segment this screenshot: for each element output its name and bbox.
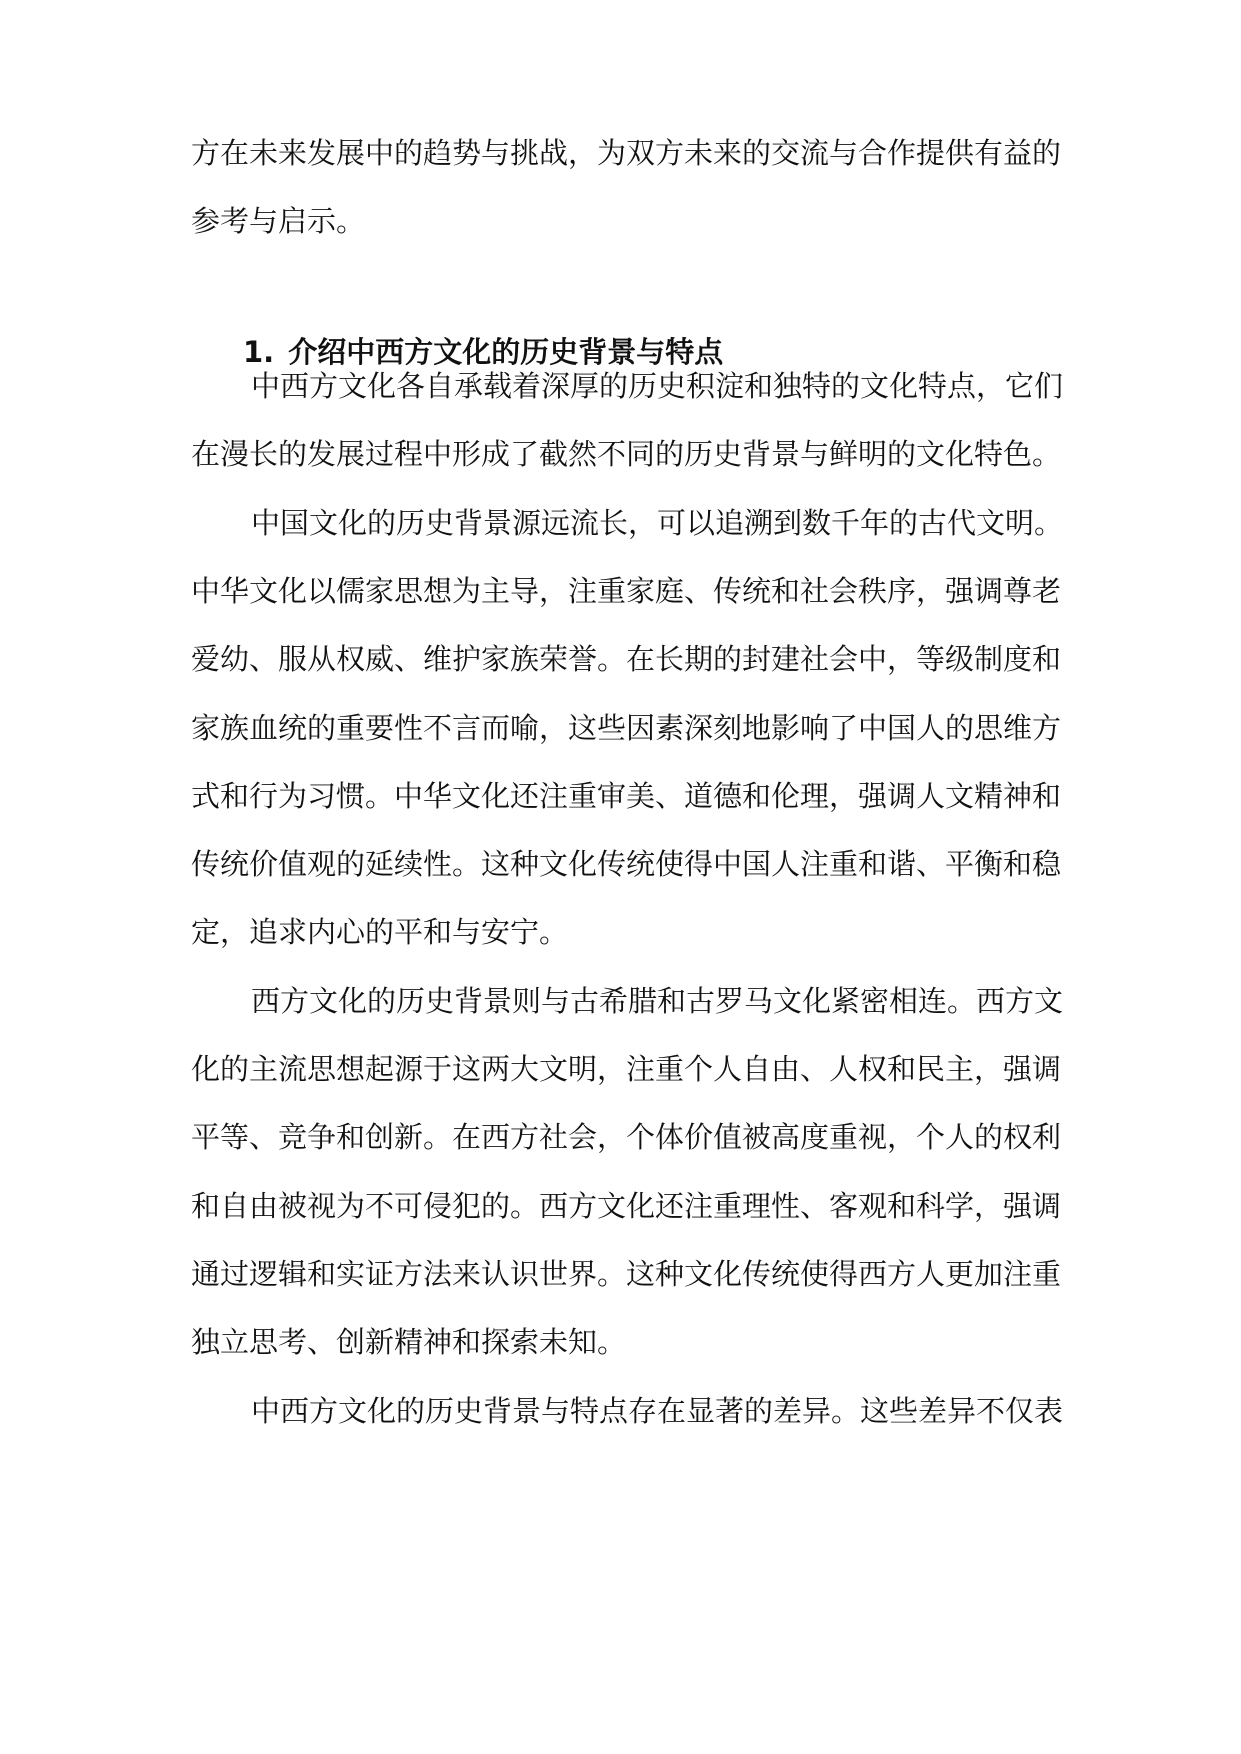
section-number: 1. [243, 335, 275, 369]
intro-line-2: 参考与启示。 [191, 204, 366, 238]
paragraph-1-line-2: 在漫长的发展过程中形成了截然不同的历史背景与鲜明的文化特色。 [191, 437, 1062, 471]
paragraph-1-line-1: 中西方文化各自承载着深厚的历史积淀和独特的文化特点，它们 [251, 369, 1064, 403]
paragraph-2-line-6: 传统价值观的延续性。这种文化传统使得中国人注重和谐、平衡和稳 [191, 847, 1062, 881]
paragraph-4-line-1: 中西方文化的历史背景与特点存在显著的差异。这些差异不仅表 [251, 1394, 1064, 1428]
paragraph-2-line-7: 定，追求内心的平和与安宁。 [191, 915, 569, 949]
paragraph-3-line-1: 西方文化的历史背景则与古希腊和古罗马文化紧密相连。西方文 [251, 984, 1064, 1018]
paragraph-3-line-4: 和自由被视为不可侵犯的。西方文化还注重理性、客观和科学，强调 [191, 1189, 1062, 1223]
paragraph-3-line-5: 通过逻辑和实证方法来认识世界。这种文化传统使得西方人更加注重 [191, 1257, 1062, 1291]
paragraph-2-line-1: 中国文化的历史背景源远流长，可以追溯到数千年的古代文明。 [251, 506, 1064, 540]
section-title: 介绍中西方文化的历史背景与特点 [288, 335, 724, 369]
paragraph-2-line-3: 爱幼、服从权威、维护家族荣誉。在长期的封建社会中，等级制度和 [191, 642, 1062, 676]
paragraph-3-line-3: 平等、竞争和创新。在西方社会，个体价值被高度重视，个人的权利 [191, 1120, 1062, 1154]
intro-line-1: 方在未来发展中的趋势与挑战，为双方未来的交流与合作提供有益的 [191, 136, 1062, 170]
paragraph-2-line-4: 家族血统的重要性不言而喻，这些因素深刻地影响了中国人的思维方 [191, 711, 1062, 745]
paragraph-3-line-6: 独立思考、创新精神和探索未知。 [191, 1325, 627, 1359]
paragraph-2-line-5: 式和行为习惯。中华文化还注重审美、道德和伦理，强调人文精神和 [191, 779, 1062, 813]
paragraph-3-line-2: 化的主流思想起源于这两大文明，注重个人自由、人权和民主，强调 [191, 1052, 1062, 1086]
paragraph-2-line-2: 中华文化以儒家思想为主导，注重家庭、传统和社会秩序，强调尊老 [191, 574, 1062, 608]
